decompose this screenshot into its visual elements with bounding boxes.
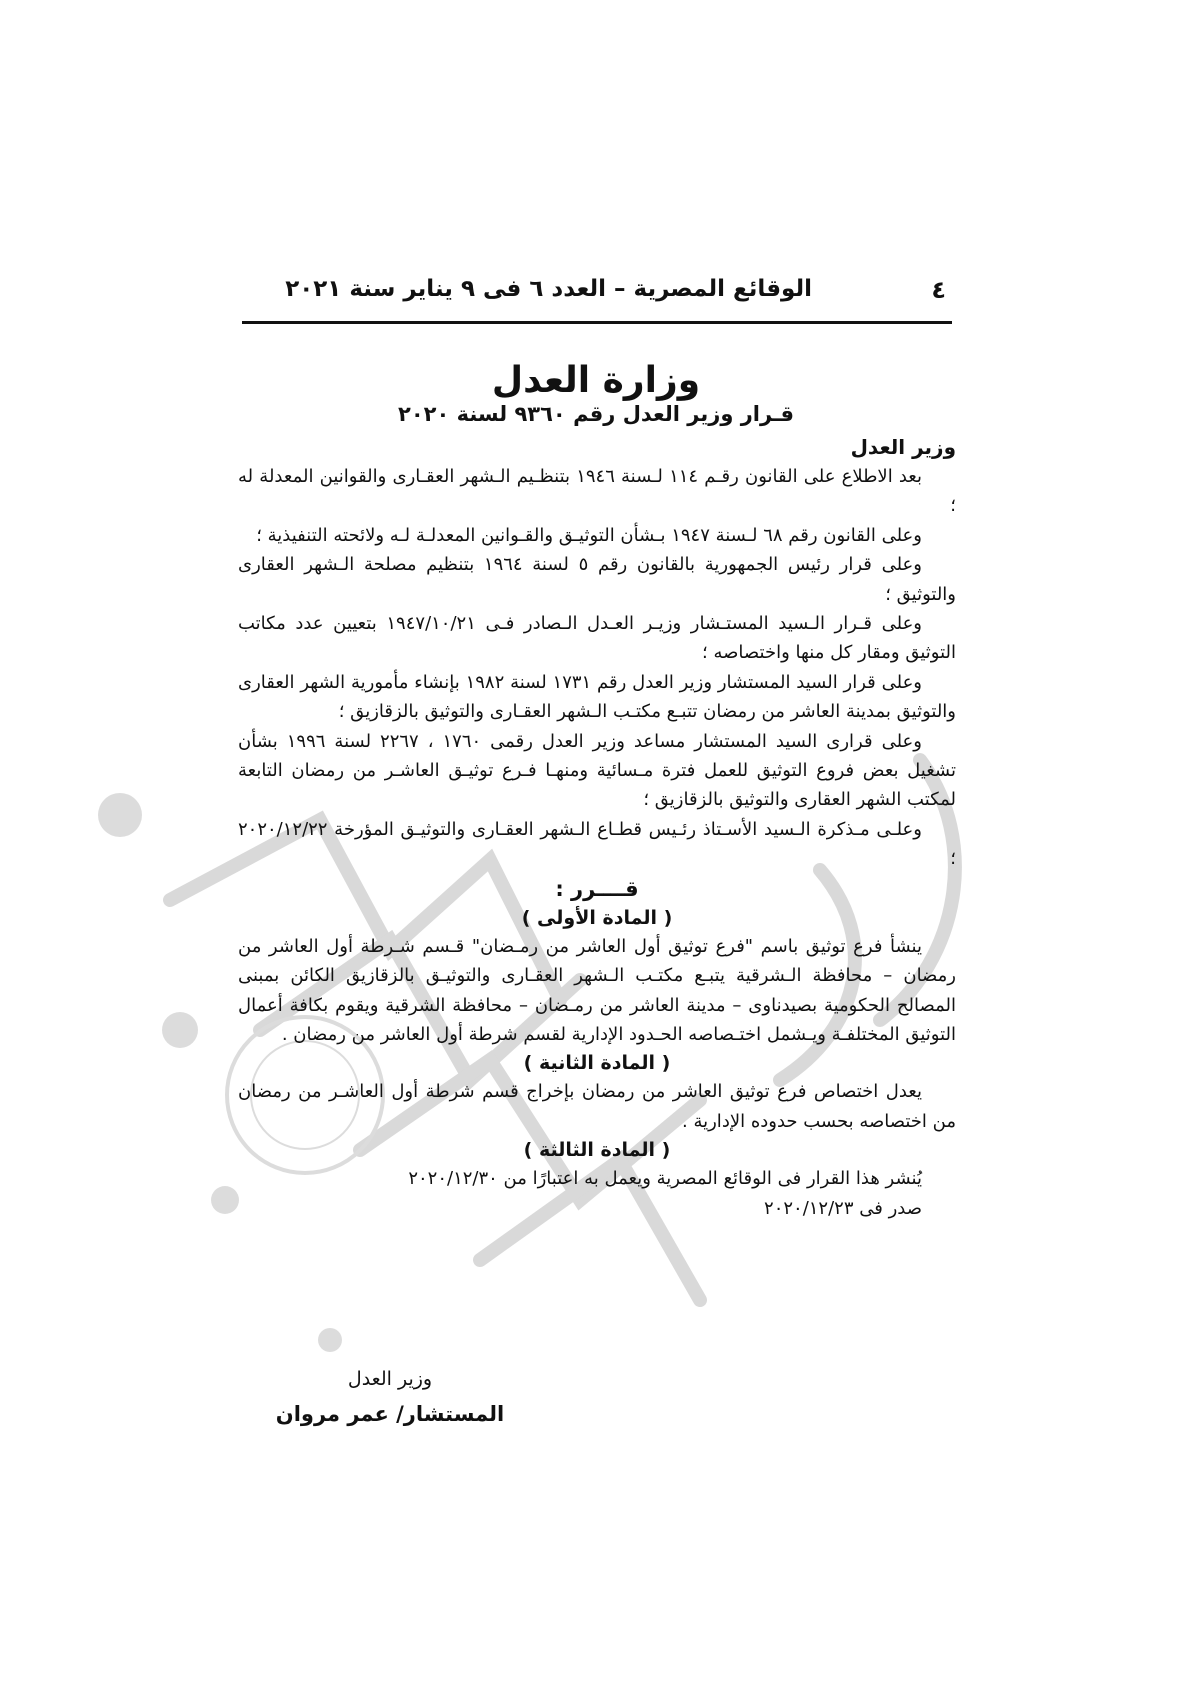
article-text-1: ينشأ فرع توثيق باسم "فرع توثيق أول العاشر من رمـضان" قـسم شـرطة أول العاشر من رمضان – محافظة الـشرقية يتبـع مكتـب الـشهر العقـارى والتوثيـق بالزقازيق الكائن بمبنى المصالح الحكومية بصيدناوى – مدينة العاشر من رمـضان – محافظة الشرقية ويقوم بكافة أعمال التوثيق المختلفـة ويـشمل اختـصاصه الحـدود الإدارية لقسم شرطة أول العاشر من رمضان .: [238, 935, 956, 1045]
header-divider: [242, 321, 952, 324]
signature-block: [240, 1362, 540, 1432]
article-heading-3: ( المادة الثالثة ): [523, 1139, 671, 1162]
preamble-paragraph: وعلى القانون رقم ٦٨ لـسنة ١٩٤٧ بـشأن التوثيـق والقـوانين المعدلـة لـه ولائحته التنفيذية ؛: [256, 524, 922, 546]
preamble-paragraph: وعلى قرار رئيس الجمهورية بالقانون رقم ٥ لسنة ١٩٦٤ بتنظيم مصلحة الـشهر العقارى والتوثيق ؛: [238, 554, 956, 605]
article-text-3: يُنشر هذا القرار فى الوقائع المصرية ويعمل به اعتبارًا من ٢٠٢٠/١٢/٣٠: [408, 1168, 922, 1190]
signatory-role: وزير العدل: [347, 1368, 433, 1390]
article-heading-2: ( المادة الثانية ): [523, 1052, 671, 1075]
signatory-name: المستشار/ عمر مروان: [275, 1402, 505, 1426]
gazette-issue-title: الوقائع المصرية – العدد ٦ فى ٩ يناير سنة ٢٠٢١: [285, 276, 812, 302]
gazette-header: [240, 270, 952, 320]
preamble-paragraph: وعلـى مـذكرة الـسيد الأسـتاذ رئـيس قطـاع الـشهر العقـارى والتوثيـق المؤرخة ٢٠٢٠/١٢/٢٢ ؛: [238, 818, 956, 870]
decree-title: قـرار وزير العدل رقم ٩٣٦٠ لسنة ٢٠٢٠: [398, 402, 794, 426]
decree-body: [238, 432, 956, 1223]
article-heading-1: ( المادة الأولى ): [521, 906, 673, 929]
issuer-heading: وزير العدل: [850, 435, 956, 459]
preamble-paragraph: وعلى قرار السيد المستشار وزير العدل رقم ١٧٣١ لسنة ١٩٨٢ بإنشاء مأمورية الشهر العقارى والتوثيق بمدينة العاشر من رمضان تتبـع مكتـب الـشهر العقـارى والتوثيق بالزقازيق ؛: [238, 671, 956, 723]
article-text-2: يعدل اختصاص فرع توثيق العاشر من رمضان بإخراج قسم شرطة أول العاشـر من رمضان من اختصاصه بحسب حدوده الإدارية .: [238, 1081, 956, 1132]
page-number: ٤: [931, 276, 946, 304]
decided-heading: قــــرر :: [555, 876, 639, 901]
preamble-paragraph: وعلى قـرار الـسيد المستـشار وزيـر العـدل الـصادر فـى ١٩٤٧/١٠/٢١ بتعيين عدد مكاتب التوثيق ومقار كل منها واختصاصه ؛: [238, 613, 956, 664]
ministry-heading: وزارة العدل: [491, 360, 701, 401]
preamble-paragraph: بعد الاطلاع على القانون رقـم ١١٤ لـسنة ١٩٤٦ بتنظـيم الـشهر العقـارى والقوانين المعدلة له ؛: [238, 466, 956, 517]
issue-date: صدر فى ٢٠٢٠/١٢/٢٣: [764, 1197, 922, 1219]
preamble-paragraph: وعلى قرارى السيد المستشار مساعد وزير العدل رقمى ١٧٦٠ ، ٢٢٦٧ لسنة ١٩٩٦ بشأن تشغيل بعض فروع التوثيق للعمل فترة مـسائية ومنهـا فـرع توثيـق العاشـر من رمضان التابعة لمكتب الشهر العقارى والتوثيق بالزقازيق ؛: [238, 730, 956, 811]
